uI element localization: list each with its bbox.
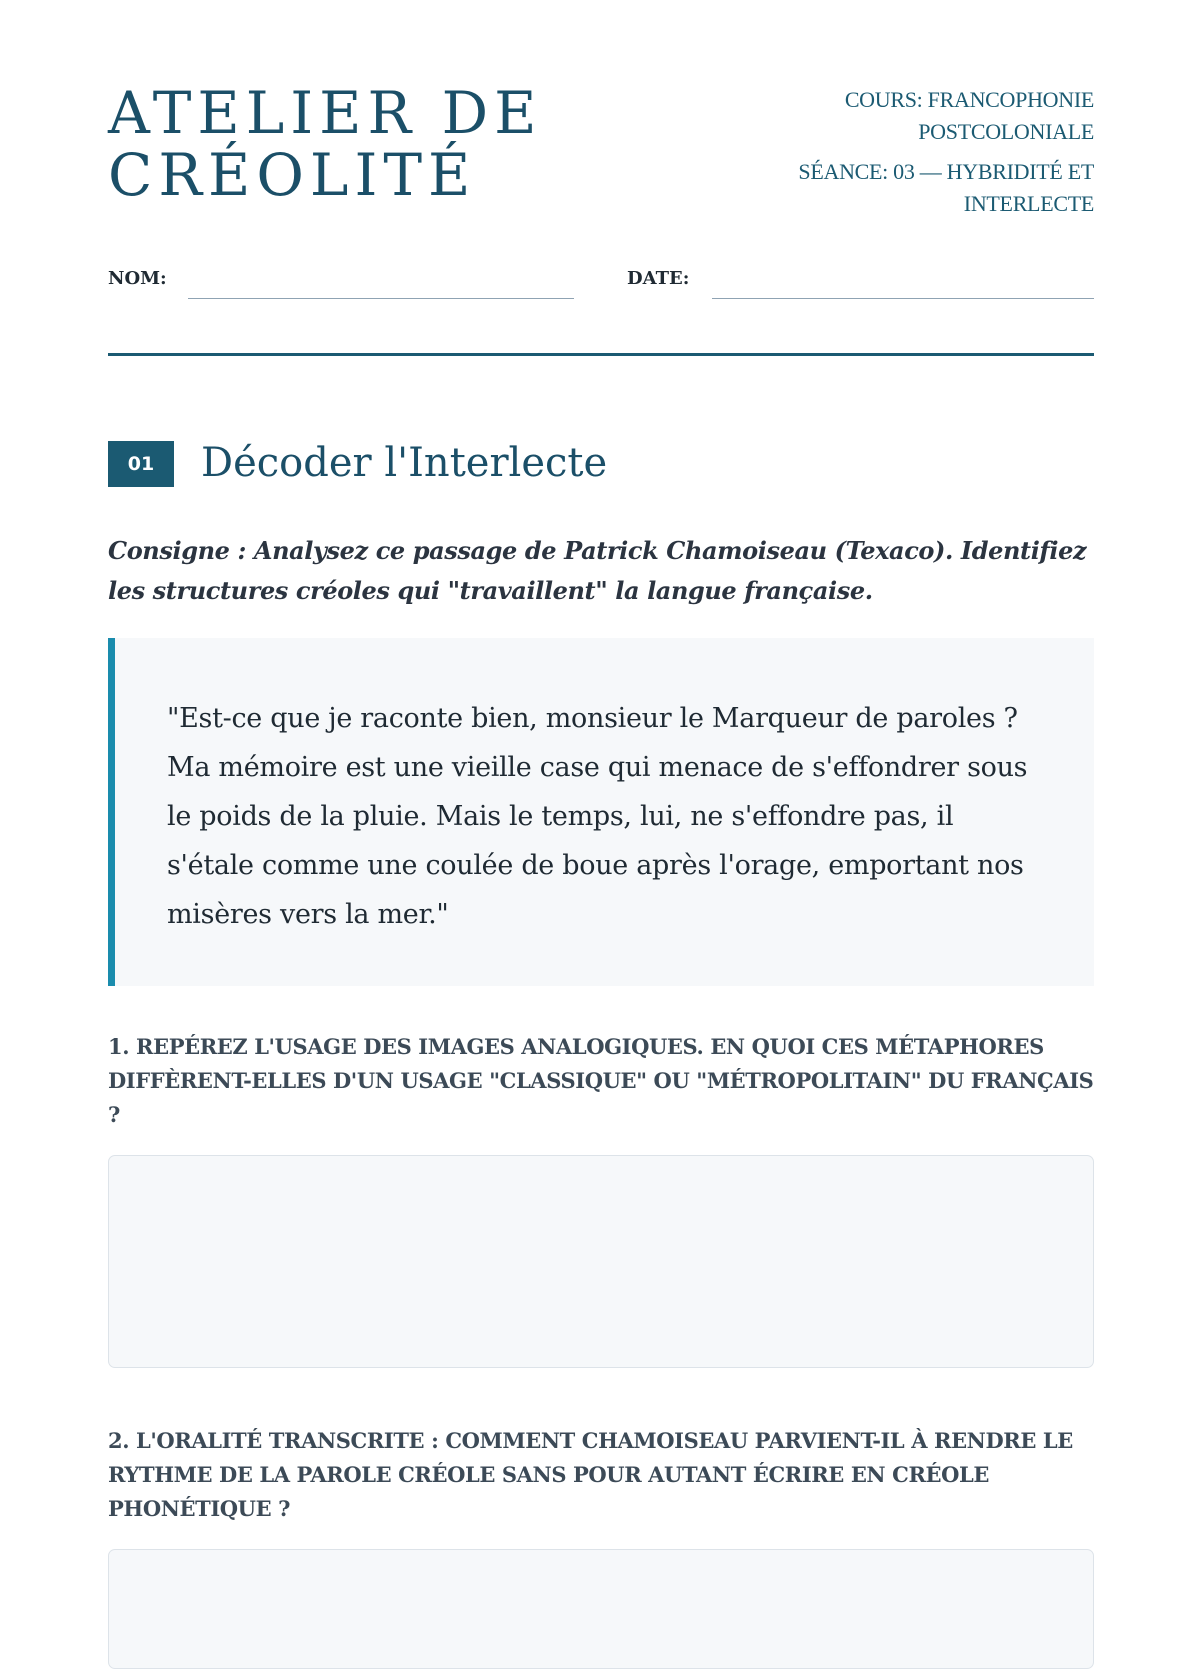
date-field[interactable] bbox=[712, 298, 1094, 299]
section-heading bbox=[108, 441, 1094, 487]
section-title: Décoder l'Interlecte bbox=[201, 440, 608, 486]
date-label: DATE: bbox=[627, 268, 690, 289]
answer-box-1[interactable] bbox=[108, 1155, 1094, 1368]
question-1: 1. REPÉREZ L'USAGE DES IMAGES ANALOGIQUES. EN QUOI CES MÉTAPHORES DIFFÈRENT-ELLES D'UN USAGE "CLASSIQUE" OU "MÉTROPOLITAIN" DU FRANÇAIS ? bbox=[108, 1034, 1094, 1127]
student-fields bbox=[108, 262, 1094, 302]
quote-text: "Est-ce que je raconte bien, monsieur le Marqueur de paroles ? Ma mémoire est une vieille case qui menace de s'effondrer sous le poids de la pluie. Mais le temps, lui, ne s'effondre pas, il s'étale comme une coulée de boue après l'orage, emportant nos misères vers la mer." bbox=[167, 703, 1028, 930]
header-divider bbox=[108, 353, 1094, 356]
course-meta bbox=[754, 84, 1094, 228]
instruction-text: Consigne : Analysez ce passage de Patrick Chamoiseau (Texaco). Identifiez les structures créoles qui "travaillent" la langue française. bbox=[108, 536, 1087, 605]
section-number-badge: 01 bbox=[108, 441, 174, 487]
page-title bbox=[108, 79, 543, 209]
quote-block bbox=[108, 638, 1094, 986]
page-title-line-1: ATELIER DE bbox=[108, 79, 543, 147]
worksheet-page bbox=[108, 0, 1094, 1521]
question-2: 2. L'ORALITÉ TRANSCRITE : COMMENT CHAMOISEAU PARVIENT-IL À RENDRE LE RYTHME DE LA PAROLE CRÉOLE SANS POUR AUTANT ÉCRIRE EN CRÉOLE PHONÉTIQUE ? bbox=[108, 1428, 1073, 1521]
name-label: NOM: bbox=[108, 268, 167, 289]
page-title-line-2: CRÉOLITÉ bbox=[108, 141, 477, 209]
worksheet-header bbox=[108, 0, 1094, 240]
name-field[interactable] bbox=[188, 298, 574, 299]
course-name: COURS: FRANCOPHONIE POSTCOLONIALE bbox=[844, 87, 1094, 144]
session-name: SÉANCE: 03 — HYBRIDITÉ ET INTERLECTE bbox=[798, 159, 1094, 216]
answer-box-2[interactable] bbox=[108, 1549, 1094, 1669]
